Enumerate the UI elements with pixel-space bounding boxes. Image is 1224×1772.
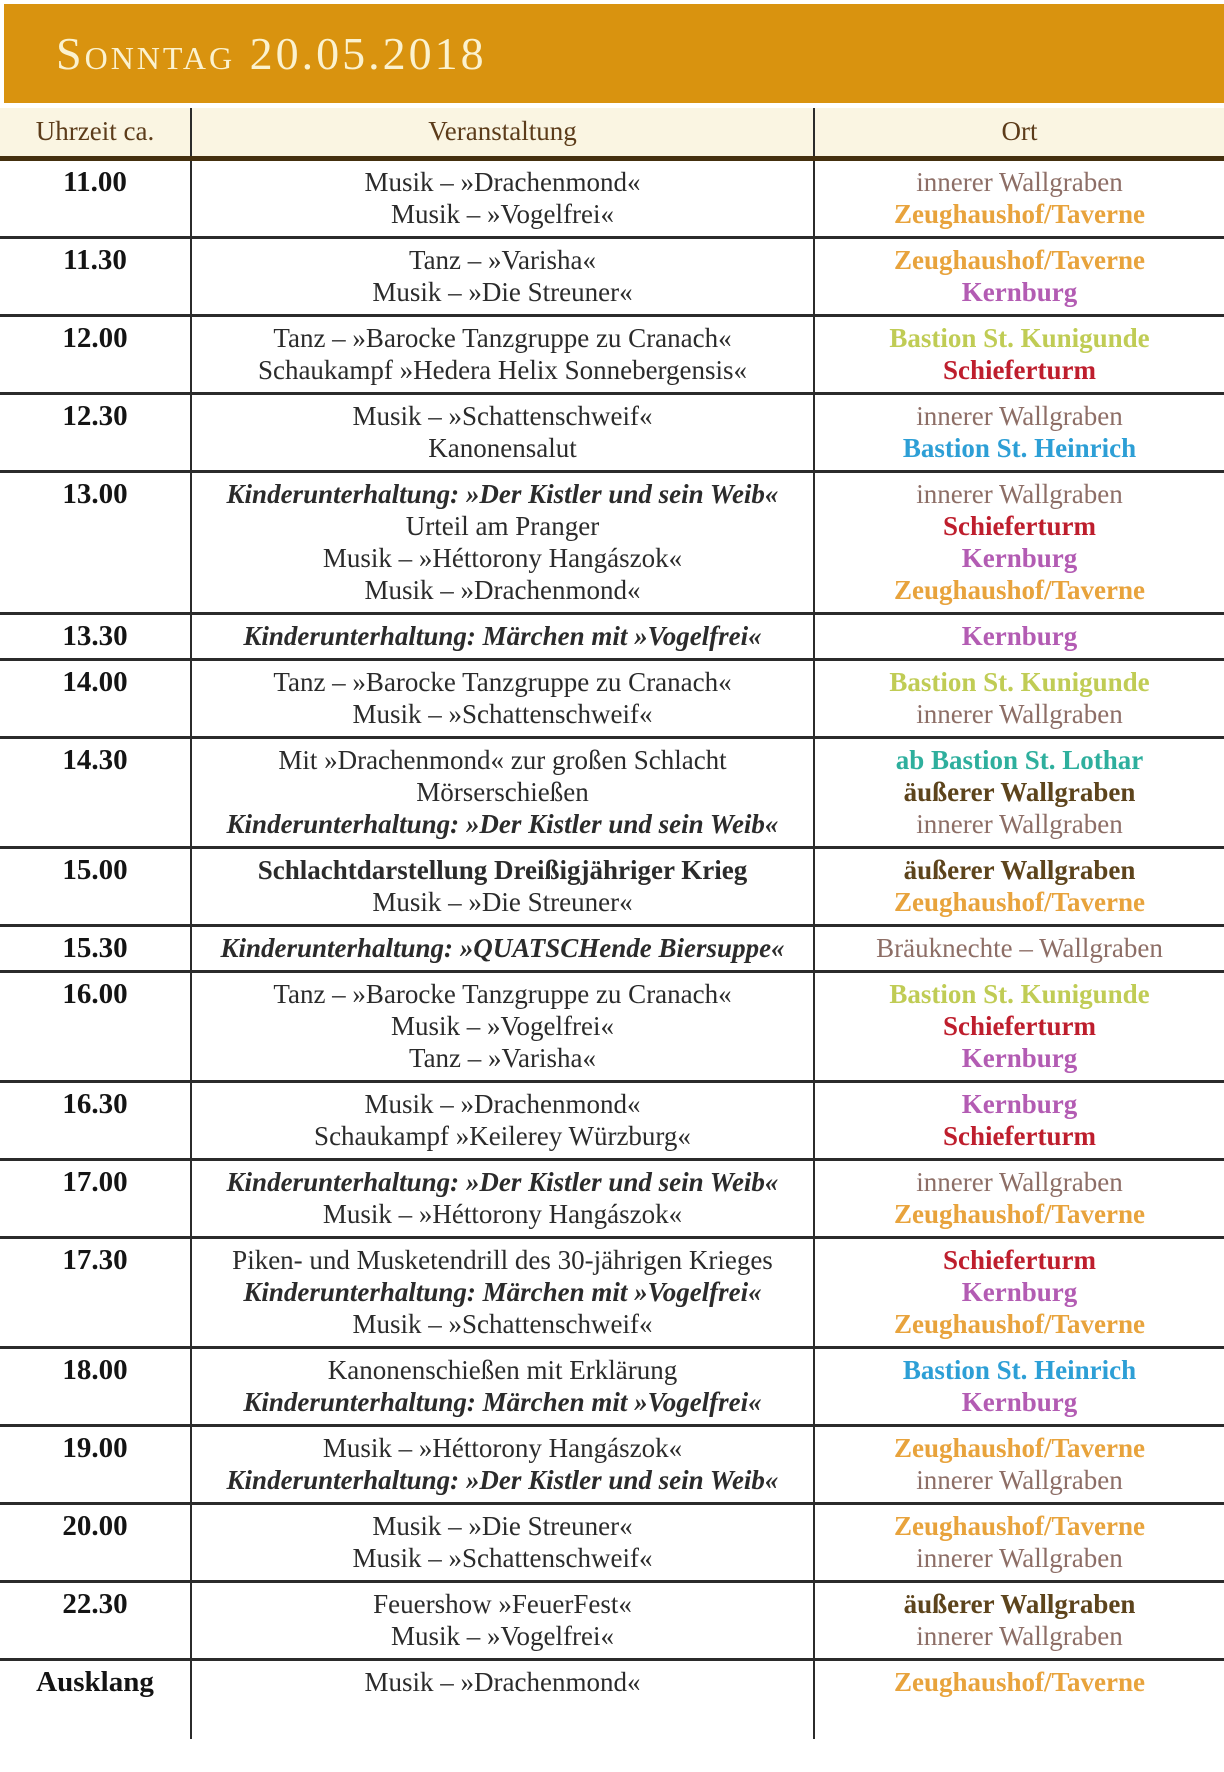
event-line: Musik – »Schattenschweif« [352,699,653,729]
event-line: Piken- und Musketendrill des 30-jährigen Krieges [232,1245,773,1275]
events-cell [192,317,815,392]
event-line: Kinderunterhaltung: »Der Kistler und sein Weib« [226,479,779,509]
places-cell [815,1505,1224,1580]
event-line: Musik – »Die Streuner« [372,887,633,917]
place-line: Zeughaushof/Taverne [893,1309,1146,1339]
time-cell [0,473,192,612]
table-row [0,161,1224,236]
place-line: innerer Wallgraben [916,1621,1123,1651]
place-line: innerer Wallgraben [916,809,1123,839]
time-label: 14.30 [62,744,128,776]
time-label: 11.00 [63,166,127,198]
place-line: Bastion St. Kunigunde [889,323,1150,353]
time-cell [0,317,192,392]
places-cell [815,1161,1224,1236]
table-row [0,236,1224,314]
table-row [0,1658,1224,1739]
table-row [0,1158,1224,1236]
time-label: 19.00 [62,1432,128,1464]
place-line: innerer Wallgraben [916,1465,1123,1495]
time-cell [0,849,192,924]
event-line: Tanz – »Barocke Tanzgruppe zu Cranach« [273,323,732,353]
time-cell [0,1161,192,1236]
places-cell [815,473,1224,612]
event-line: Kanonensalut [428,433,577,463]
place-line: Schieferturm [943,511,1096,541]
column-header-place: Ort [1001,116,1038,146]
events-cell [192,1661,815,1739]
event-line: Schlachtdarstellung Dreißigjähriger Krieg [257,855,748,885]
place-line: Schieferturm [943,1245,1096,1275]
event-line: Tanz – »Barocke Tanzgruppe zu Cranach« [273,979,732,1009]
time-cell [0,1661,192,1739]
place-line: Schieferturm [943,1011,1096,1041]
place-line: Zeughaushof/Taverne [893,1667,1146,1697]
time-cell [0,1349,192,1424]
place-line: Zeughaushof/Taverne [893,1433,1146,1463]
table-row [0,612,1224,658]
table-row [0,1424,1224,1502]
table-row [0,970,1224,1080]
event-line: Musik – »Die Streuner« [372,1511,633,1541]
time-label: 20.00 [62,1510,128,1542]
place-line: Kernburg [961,1277,1078,1307]
time-label: 12.30 [62,400,128,432]
table-row [0,392,1224,470]
time-label: 16.30 [62,1088,128,1120]
event-line: Musik – »Vogelfrei« [391,1621,614,1651]
event-line: Tanz – »Barocke Tanzgruppe zu Cranach« [273,667,732,697]
schedule-table [0,108,1224,1739]
place-line: Zeughaushof/Taverne [893,245,1146,275]
place-line: Zeughaushof/Taverne [893,199,1146,229]
event-line: Tanz – »Varisha« [408,245,597,275]
time-cell [0,739,192,846]
time-cell [0,161,192,236]
place-line: Bastion St. Kunigunde [889,667,1150,697]
places-cell [815,615,1224,658]
table-row [0,1080,1224,1158]
place-line: äußerer Wallgraben [903,777,1136,807]
time-cell [0,615,192,658]
event-line: Feuershow »FeuerFest« [373,1589,632,1619]
places-cell [815,1583,1224,1658]
column-header-event: Veranstaltung [192,108,815,156]
places-cell [815,1239,1224,1346]
time-label: 17.00 [62,1166,128,1198]
place-line: Bräuknechte – Wallgraben [876,933,1163,963]
events-cell [192,661,815,736]
event-line: Urteil am Pranger [405,511,600,541]
place-line: innerer Wallgraben [916,1167,1123,1197]
event-line: Tanz – »Varisha« [408,1043,597,1073]
event-line: Kinderunterhaltung: Märchen mit »Vogelfrei« [243,621,762,651]
events-cell [192,615,815,658]
place-line: Schieferturm [943,355,1096,385]
place-line: Zeughaushof/Taverne [893,1199,1146,1229]
place-line: äußerer Wallgraben [903,855,1136,885]
event-line: Musik – »Drachenmond« [364,575,641,605]
event-line: Mit »Drachenmond« zur großen Schlacht [278,745,727,775]
places-cell [815,661,1224,736]
event-line: Schaukampf »Keilerey Würzburg« [314,1121,691,1151]
time-label: 13.00 [62,478,128,510]
place-line: Kernburg [961,1387,1078,1417]
event-line: Kinderunterhaltung: »Der Kistler und sein Weib« [226,809,779,839]
table-body [0,161,1224,1739]
place-line: äußerer Wallgraben [903,1589,1136,1619]
time-cell [0,1427,192,1502]
events-cell [192,849,815,924]
places-cell [815,927,1224,970]
place-line: Kernburg [961,621,1078,651]
event-line: Mörserschießen [416,777,589,807]
places-cell [815,395,1224,470]
event-line: Musik – »Schattenschweif« [352,1309,653,1339]
place-line: innerer Wallgraben [916,401,1123,431]
event-line: Musik – »Drachenmond« [364,1667,641,1697]
place-line: ab Bastion St. Lothar [895,745,1144,775]
place-line: Zeughaushof/Taverne [893,1511,1146,1541]
events-cell [192,739,815,846]
event-line: Kinderunterhaltung: Märchen mit »Vogelfrei« [243,1387,762,1417]
events-cell [192,1161,815,1236]
place-line: Kernburg [961,1089,1078,1119]
event-line: Musik – »Héttorony Hangászok« [322,1199,683,1229]
table-row [0,736,1224,846]
time-label: 12.00 [62,322,128,354]
day-banner [4,4,1224,103]
places-cell [815,1661,1224,1739]
time-cell [0,395,192,470]
events-cell [192,973,815,1080]
table-row [0,658,1224,736]
event-line: Musik – »Schattenschweif« [352,1543,653,1573]
page-title: Sonntag 20.05.2018 [56,28,487,79]
place-line: innerer Wallgraben [916,699,1123,729]
event-line: Kinderunterhaltung: »QUATSCHende Biersuppe« [220,933,785,963]
places-cell [815,1427,1224,1502]
column-header-time: Uhrzeit ca. [0,108,192,156]
place-line: Bastion St. Heinrich [902,1355,1137,1385]
event-line: Musik – »Drachenmond« [364,1089,641,1119]
event-line: Musik – »Vogelfrei« [391,1011,614,1041]
event-line: Kinderunterhaltung: »Der Kistler und sein Weib« [226,1167,779,1197]
place-line: Schieferturm [943,1121,1096,1151]
event-line: Musik – »Schattenschweif« [352,401,653,431]
place-line: Zeughaushof/Taverne [893,887,1146,917]
events-cell [192,1083,815,1158]
time-label: 11.30 [63,244,127,276]
table-header-row [0,108,1224,161]
places-cell [815,739,1224,846]
time-label: 14.00 [62,666,128,698]
event-line: Kinderunterhaltung: »Der Kistler und sein Weib« [226,1465,779,1495]
time-cell [0,1583,192,1658]
events-cell [192,927,815,970]
events-cell [192,1505,815,1580]
table-row [0,1502,1224,1580]
events-cell [192,1349,815,1424]
place-line: Bastion St. Heinrich [902,433,1137,463]
places-cell [815,1349,1224,1424]
time-cell [0,661,192,736]
event-line: Musik – »Vogelfrei« [391,199,614,229]
time-cell [0,1505,192,1580]
table-row [0,924,1224,970]
place-line: Kernburg [961,277,1078,307]
place-line: innerer Wallgraben [916,479,1123,509]
table-row [0,1580,1224,1658]
time-cell [0,1083,192,1158]
events-cell [192,239,815,314]
events-cell [192,1583,815,1658]
table-row [0,1236,1224,1346]
table-row [0,314,1224,392]
table-row [0,846,1224,924]
place-line: Kernburg [961,1043,1078,1073]
time-label: 18.00 [62,1354,128,1386]
time-cell [0,973,192,1080]
places-cell [815,1083,1224,1158]
event-line: Musik – »Drachenmond« [364,167,641,197]
events-cell [192,1427,815,1502]
time-cell [0,1239,192,1346]
events-cell [192,1239,815,1346]
time-cell [0,927,192,970]
events-cell [192,395,815,470]
time-label: 15.30 [62,932,128,964]
place-line: innerer Wallgraben [916,1543,1123,1573]
event-line: Musik – »Héttorony Hangászok« [322,543,683,573]
event-line: Kinderunterhaltung: Märchen mit »Vogelfrei« [243,1277,762,1307]
time-label: 17.30 [62,1244,128,1276]
event-line: Kanonenschießen mit Erklärung [327,1355,678,1385]
events-cell [192,161,815,236]
table-row [0,470,1224,612]
time-label: Ausklang [36,1666,154,1698]
places-cell [815,317,1224,392]
places-cell [815,973,1224,1080]
time-label: 16.00 [62,978,128,1010]
place-line: Bastion St. Kunigunde [889,979,1150,1009]
place-line: Kernburg [961,543,1078,573]
event-line: Musik – »Héttorony Hangászok« [322,1433,683,1463]
places-cell [815,161,1224,236]
event-line: Schaukampf »Hedera Helix Sonnebergensis« [257,355,748,385]
event-line: Musik – »Die Streuner« [372,277,633,307]
places-cell [815,239,1224,314]
place-line: Zeughaushof/Taverne [893,575,1146,605]
place-line: innerer Wallgraben [916,167,1123,197]
time-label: 13.30 [62,620,128,652]
time-cell [0,239,192,314]
table-row [0,1346,1224,1424]
events-cell [192,473,815,612]
places-cell [815,849,1224,924]
time-label: 15.00 [62,854,128,886]
time-label: 22.30 [62,1588,128,1620]
